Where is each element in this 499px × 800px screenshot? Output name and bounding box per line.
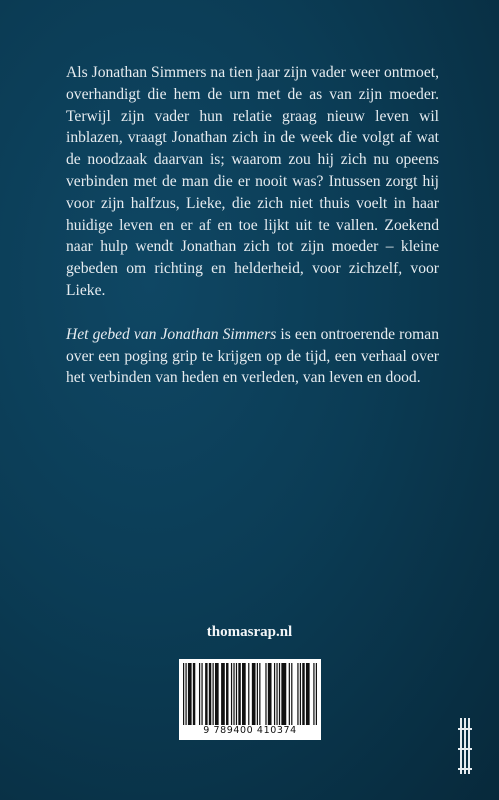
barcode-bar [302,663,304,725]
barcode-bar [313,663,314,725]
barcode-bar [297,663,298,725]
barcode-bar [257,663,258,725]
barcode-bar [274,663,275,725]
barcode-bar [259,663,260,725]
barcode-bar [231,663,232,725]
barcode-bar [242,663,246,725]
barcode-bar [300,663,301,725]
barcode-bar [199,663,200,725]
publisher-logo-icon [458,718,472,778]
barcode-bar [238,663,240,725]
barcode-bar [213,663,214,725]
barcode-bar [248,663,249,725]
barcode-bar [188,663,192,725]
barcode-bars [183,663,317,725]
barcode-bar [226,663,228,725]
barcode-bar [209,663,211,725]
book-title: Het gebed van Jonathan Simmers [66,325,277,343]
isbn-barcode [179,659,321,740]
barcode-bar [185,663,186,725]
blurb-paragraph-2-text: is een ontroerende roman over een poging grip te krijgen op de tijd, een verhaal over het verbinden van heden en verleden, van leven en dood. [66,325,440,387]
barcode-bar [236,663,237,725]
barcode-bar [291,663,292,725]
barcode-bar [276,663,277,725]
barcode-bar [215,663,219,725]
barcode-bar [306,663,310,725]
publisher-website: thomasrap.nl [206,624,293,640]
back-cover-blurb [66,62,439,389]
barcode-bar [205,663,207,725]
barcode-bar [279,663,280,725]
barcode-bar [289,663,290,725]
isbn-number: 9 789400 410374 [203,725,297,736]
barcode-bar [233,663,234,725]
barcode-bar [281,663,286,725]
blurb-paragraph-2 [66,324,439,389]
barcode-bar [265,663,266,725]
barcode-bar [193,663,195,725]
barcode-bar [201,663,202,725]
barcode-bar [183,663,184,725]
barcode-bar [316,663,317,725]
blurb-paragraph-1: Als Jonathan Simmers na tien jaar zijn vader weer ontmoet, overhandigt die hem de urn met de as van zijn moeder. Terwijl zijn vader hun relatie graag nieuw leven wil inblazen, vraagt Jonathan zich in de week die volgt af wat de noodzaak daarvan is; waarom zou hij zich nu opeens verbinden met de man die er nooit was? Intussen zorgt hij voor zijn halfzus, Lieke, die zich niet thuis voelt in haar huidige leven en er af en toe lijkt uit te vallen. Zoekend naar hulp wendt Jonathan zich tot zijn moeder – kleine gebeden om richting en helderheid, voor zichzelf, voor Lieke. [66,64,439,299]
barcode-bar [221,663,225,725]
barcode-bar [268,663,272,725]
barcode-bar [252,663,256,725]
